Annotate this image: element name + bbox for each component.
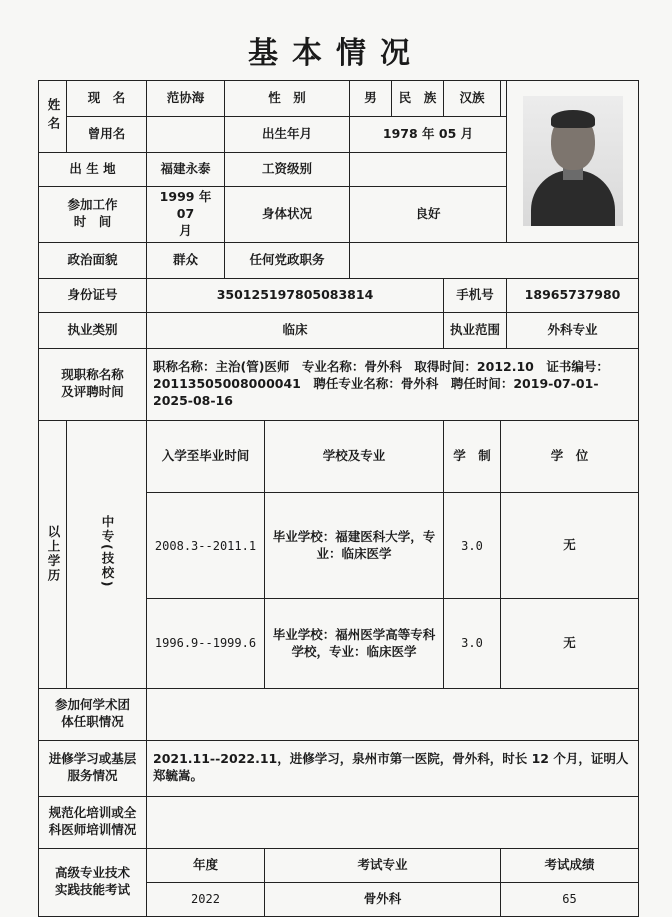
edu-row-2-degree: 无	[501, 599, 639, 688]
edu-header-period: 入学至毕业时间	[147, 420, 265, 493]
further-study-label: 进修学习或基层 服务情况	[39, 740, 147, 796]
health-value: 良好	[350, 187, 507, 243]
edu-row-1-degree: 无	[501, 493, 639, 599]
education-group-label-outer	[39, 420, 67, 688]
former-name-value	[147, 117, 225, 153]
edu-header-length: 学 制	[444, 420, 501, 493]
practice-type-label: 执业类别	[39, 312, 147, 348]
birthplace-value: 福建永泰	[147, 153, 225, 187]
birth-date-value: 1978 年 05 月	[350, 117, 507, 153]
photo-cell	[507, 81, 639, 243]
standard-training-label: 规范化培训或全 科医师培训情况	[39, 796, 147, 848]
academic-post-label: 参加何学术团 体任职情况	[39, 688, 147, 740]
ethnicity-value: 汉族	[444, 81, 501, 117]
education-group-label-1: 以上学历	[45, 525, 61, 584]
party-post-value	[350, 242, 639, 278]
exam-header-major: 考试专业	[265, 848, 501, 882]
edu-row-1-school: 毕业学校：福建医科大学，专业：临床医学	[265, 493, 444, 599]
portrait-photo	[523, 96, 623, 226]
exam-score-value: 65	[501, 882, 639, 916]
phone-label: 手机号	[444, 278, 507, 312]
work-start-label: 参加工作 时 间	[39, 187, 147, 243]
education-group-label-2: 中专(技校)	[99, 515, 115, 589]
id-number-value: 350125197805083814	[147, 278, 444, 312]
health-label: 身体状况	[225, 187, 350, 243]
edu-header-degree: 学 位	[501, 420, 639, 493]
academic-post-value	[147, 688, 639, 740]
practice-type-value: 临床	[147, 312, 444, 348]
id-number-label: 身份证号	[39, 278, 147, 312]
current-name-label: 现 名	[67, 81, 147, 117]
standard-training-value	[147, 796, 639, 848]
former-name-label: 曾用名	[67, 117, 147, 153]
edu-row-1-length: 3.0	[444, 493, 501, 599]
birthplace-label: 出 生 地	[39, 153, 147, 187]
edu-row-1-period: 2008.3--2011.1	[147, 493, 265, 599]
exam-major-value: 骨外科	[265, 882, 501, 916]
political-label: 政治面貌	[39, 242, 147, 278]
practice-scope-label: 执业范围	[444, 312, 507, 348]
gender-value: 男	[350, 81, 392, 117]
party-post-label: 任何党政职务	[225, 242, 350, 278]
exam-header-score: 考试成绩	[501, 848, 639, 882]
practice-scope-value: 外科专业	[507, 312, 639, 348]
edu-header-school: 学校及专业	[265, 420, 444, 493]
further-study-value: 2021.11--2022.11，进修学习，泉州市第一医院，骨外科，时长 12 个月，证明人郑毓嵩。	[147, 740, 639, 796]
political-value: 群众	[147, 242, 225, 278]
salary-grade-value	[350, 153, 507, 187]
gender-label: 性 别	[225, 81, 350, 117]
title-eval-label: 现职称名称 及评聘时间	[39, 348, 147, 420]
current-name-value: 范协海	[147, 81, 225, 117]
basic-info-table	[38, 80, 639, 917]
page-title: 基本情况	[248, 36, 424, 71]
education-group-label-inner	[67, 420, 147, 688]
exam-header-year: 年度	[147, 848, 265, 882]
edu-row-2-length: 3.0	[444, 599, 501, 688]
salary-grade-label: 工资级别	[225, 153, 350, 187]
work-start-value: 1999 年 07 月	[147, 187, 225, 243]
exam-year-value: 2022	[147, 882, 265, 916]
title-eval-value: 职称名称：主治(管)医师 专业名称：骨外科 取得时间：2012.10 证书编号：20113505008000041 聘任专业名称：骨外科 聘任时间：2019-07-01-2025-08-16	[147, 348, 639, 420]
birth-date-label: 出生年月	[225, 117, 350, 153]
senior-exam-label: 高级专业技术 实践技能考试	[39, 848, 147, 916]
phone-value: 18965737980	[507, 278, 639, 312]
ethnicity-label: 民 族	[392, 81, 444, 117]
edu-row-2-school: 毕业学校：福州医学高等专科学校，专业：临床医学	[265, 599, 444, 688]
name-group-label: 姓名	[39, 81, 67, 153]
edu-row-2-period: 1996.9--1999.6	[147, 599, 265, 688]
